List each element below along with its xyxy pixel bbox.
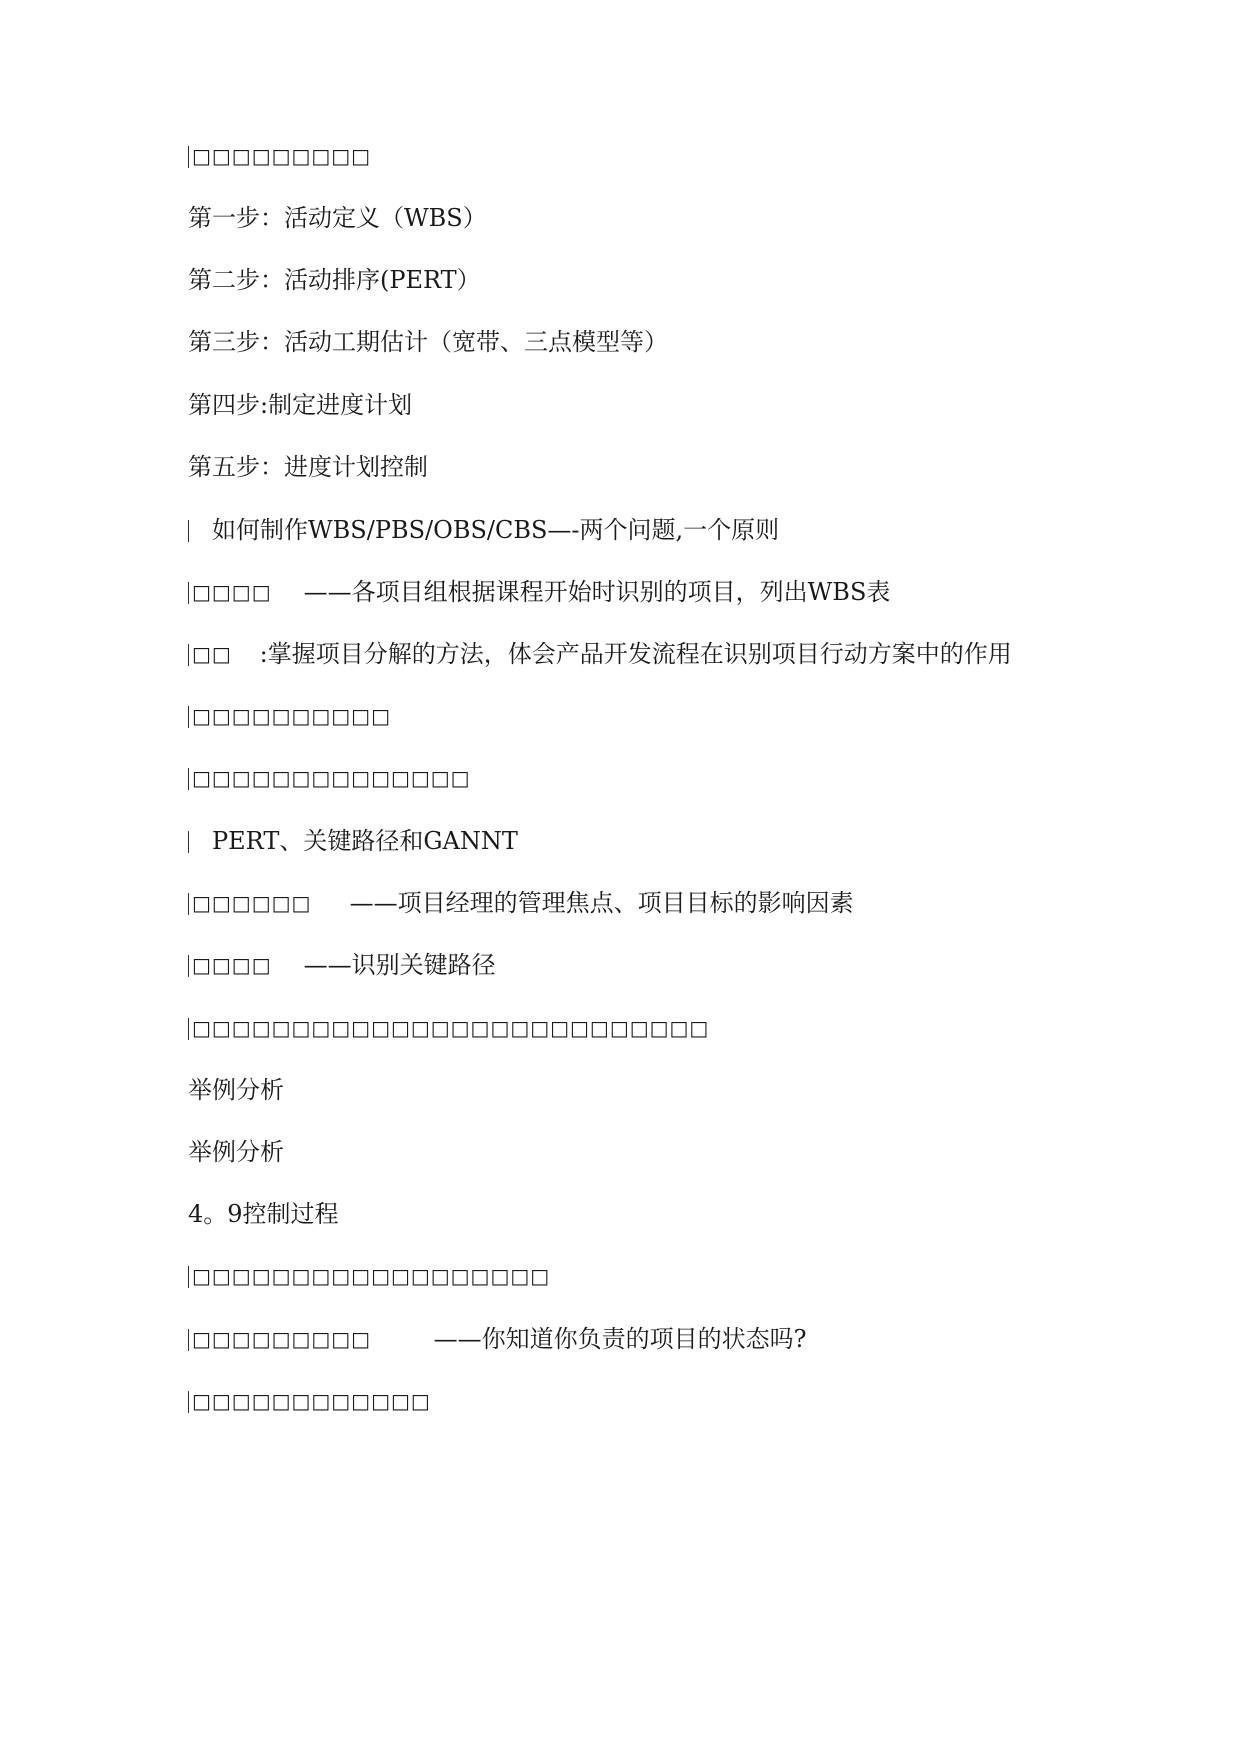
goal-text: :掌握项目分解的方法，体会产品开发流程在识别项目行动方案中的作用 bbox=[259, 640, 1012, 668]
heading-line-6 bbox=[188, 1381, 431, 1421]
garbled-heading: □□□□□□□□□□□□□□ bbox=[192, 766, 471, 790]
bullet-bar bbox=[188, 893, 189, 915]
garbled-label: □□□□□□ bbox=[192, 891, 312, 915]
goal-line bbox=[188, 634, 1012, 674]
step-5-line: 第五步：进度计划控制 bbox=[188, 453, 428, 481]
wbs-question-line bbox=[188, 510, 779, 550]
garbled-label: □□ bbox=[192, 642, 232, 666]
wbs-question-text: 如何制作WBS/PBS/OBS/CBS—-两个问题,一个原则 bbox=[212, 516, 780, 544]
heading-line-1 bbox=[188, 136, 371, 176]
section-title: 4。9控制过程 bbox=[188, 1200, 339, 1228]
critical-path-line bbox=[188, 945, 496, 985]
garbled-heading: □□□□□□□□□□ bbox=[192, 704, 391, 728]
bullet-bar bbox=[188, 706, 189, 728]
heading-line-2 bbox=[188, 696, 391, 736]
pert-line bbox=[188, 821, 518, 861]
garbled-heading: □□□□□□□□□□□□□□□□□□ bbox=[192, 1264, 551, 1288]
step-2-line: 第二步：活动排序(PERT） bbox=[188, 266, 481, 294]
garbled-label: □□□□ bbox=[192, 580, 272, 604]
step-1-line: 第一步：活动定义（WBS） bbox=[188, 204, 487, 232]
focus-line bbox=[188, 883, 854, 923]
garbled-heading: □□□□□□□□□ bbox=[192, 144, 372, 168]
bullet-bar bbox=[188, 831, 189, 853]
bullet-bar bbox=[188, 644, 189, 666]
step-4-line: 第四步:制定进度计划 bbox=[188, 391, 413, 419]
status-text: ——你知道你负责的项目的状态吗? bbox=[433, 1325, 807, 1353]
garbled-heading: □□□□□□□□□□□□ bbox=[192, 1389, 431, 1413]
bullet-bar bbox=[188, 1329, 189, 1351]
example-line-1: 举例分析 bbox=[188, 1076, 284, 1104]
garbled-label: □□□□□□□□□ bbox=[192, 1327, 372, 1351]
heading-line-5 bbox=[188, 1256, 550, 1296]
step-3-line: 第三步：活动工期估计（宽带、三点模型等） bbox=[188, 328, 668, 356]
bullet-bar bbox=[188, 1018, 189, 1040]
heading-line-4 bbox=[188, 1008, 709, 1048]
bullet-bar bbox=[188, 520, 189, 542]
bullet-bar bbox=[188, 1266, 189, 1288]
garbled-label: □□□□ bbox=[192, 953, 272, 977]
status-line bbox=[188, 1319, 807, 1359]
garbled-heading: □□□□□□□□□□□□□□□□□□□□□□□□□□ bbox=[192, 1016, 710, 1040]
exercise-text: ——各项目组根据课程开始时识别的项目，列出WBS表 bbox=[303, 578, 891, 606]
exercise-line bbox=[188, 572, 890, 612]
pert-text: PERT、关键路径和GANNT bbox=[212, 827, 518, 855]
focus-text: ——项目经理的管理焦点、项目目标的影响因素 bbox=[349, 889, 854, 917]
bullet-bar bbox=[188, 146, 189, 168]
bullet-bar bbox=[188, 1391, 189, 1413]
bullet-bar bbox=[188, 955, 189, 977]
bullet-bar bbox=[188, 768, 189, 790]
example-line-2: 举例分析 bbox=[188, 1138, 284, 1166]
bullet-bar bbox=[188, 582, 189, 604]
critical-path-text: ——识别关键路径 bbox=[303, 951, 496, 979]
heading-line-3 bbox=[188, 758, 471, 798]
